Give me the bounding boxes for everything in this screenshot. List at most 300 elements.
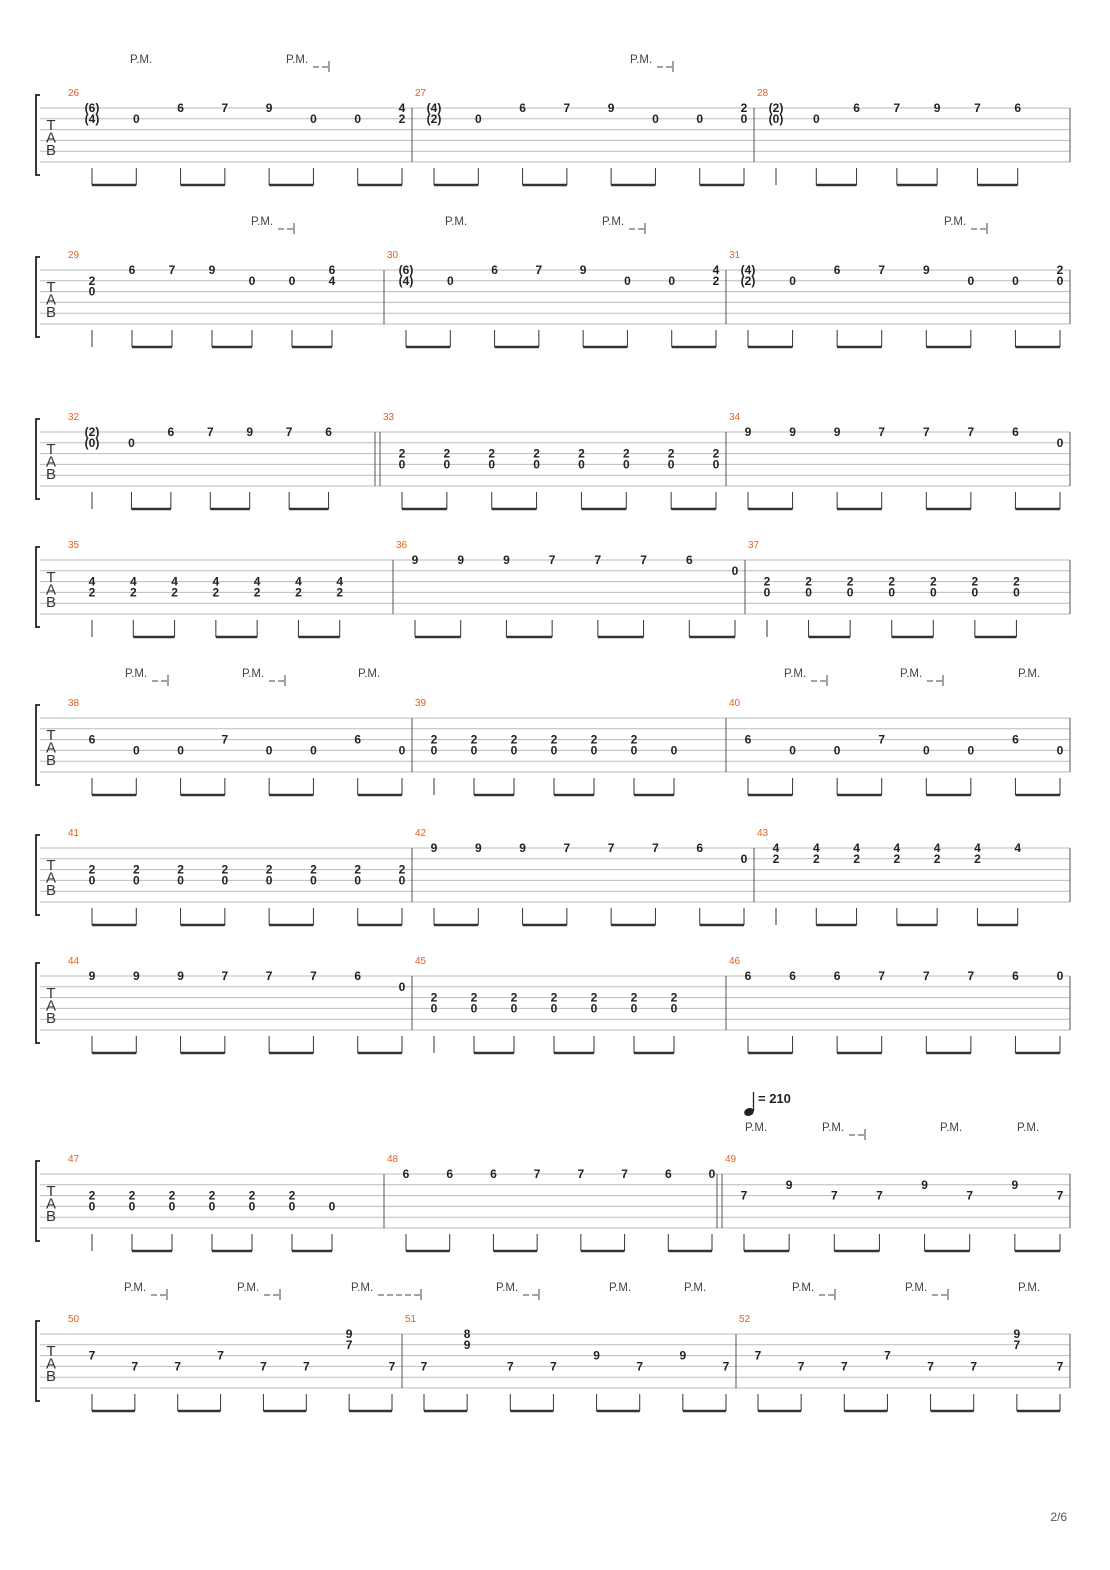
fret-number: 0 [177,743,184,758]
fret-number: 2 [221,862,229,877]
fret-number: 7 [830,1188,838,1203]
fret-number: 6 [664,1167,672,1181]
tab-clef-letter: A [45,291,57,309]
fret-number: 9 [1011,1177,1019,1192]
measure-number: 33 [383,412,395,423]
fret-number: 2 [253,585,261,600]
fret-number: 0 [740,851,748,866]
fret-number: 7 [221,101,229,115]
fret-number: 4 [398,101,406,115]
measure-number: 36 [396,540,408,551]
measure [387,250,720,347]
fret-number: 7 [563,101,571,115]
tab-clef-letter: A [45,869,57,887]
fret-number: 7 [884,1348,891,1363]
fret-number: 7 [550,1359,557,1374]
fret-number: 0 [668,273,676,288]
fret-number: 0 [624,273,631,288]
fret-number: 0 [177,873,184,888]
fret-number: 0 [430,743,438,758]
fret-number: 0 [922,743,930,758]
fret-number: 2 [712,446,720,461]
palm-mute-row [124,1282,1040,1300]
tab-clef-letter: B [45,1208,57,1225]
fret-number: 0 [1012,273,1019,288]
fret-number: 2 [740,101,748,115]
fret-number: 2 [248,1188,256,1203]
fret-number: (2) [426,111,442,126]
fret-number: 0 [888,585,896,600]
palm-mute-label: P.M. [940,1122,963,1134]
palm-mute-label: P.M. [1017,1122,1040,1134]
fret-number: 2 [510,732,518,747]
fret-number: 2 [88,585,96,600]
fret-number: 7 [533,1167,541,1181]
measure-number: 39 [415,698,427,709]
fret-number: 2 [398,446,406,461]
fret-number: 7 [217,1348,224,1363]
fret-number: 6 [128,263,136,277]
fret-number: 7 [420,1359,428,1374]
fret-number: 2 [208,1188,216,1203]
fret-number: 0 [446,273,454,288]
fret-number: 0 [708,1167,716,1181]
measure [739,1314,1064,1411]
fret-number: 4 [88,574,96,589]
fret-number: 6 [167,425,175,439]
fret-number: 0 [740,111,748,126]
fret-number: 7 [221,969,229,983]
fret-number: 7 [174,1359,182,1374]
system-brace [36,835,40,915]
fret-number: 7 [878,969,886,983]
tab-clef-letter: B [45,304,57,321]
fret-number: 2 [88,862,96,877]
fret-number: 0 [248,1199,256,1214]
tab-system [36,1282,1070,1411]
tab-clef-letter: B [45,1010,57,1027]
tab-clef-letter: A [45,997,57,1015]
tab-clef-letter: B [45,752,57,769]
fret-number: 0 [398,457,406,472]
fret-number: 7 [88,1348,96,1363]
fret-number: 0 [578,457,585,472]
palm-mute-label: P.M. [242,668,265,680]
fret-number: 7 [168,263,176,277]
fret-number: 0 [805,585,812,600]
measure [729,250,1064,347]
fret-number: 2 [667,446,675,461]
measure [757,828,1021,925]
fret-number: 2 [893,851,901,866]
palm-mute-label: P.M. [445,216,468,228]
measure-number: 40 [729,698,741,709]
fret-number: 0 [550,743,558,758]
fret-number: 7 [878,732,886,747]
tab-system [36,216,1070,347]
system-brace [36,419,40,499]
fret-number: 2 [550,990,558,1005]
fret-number: 2 [310,862,317,877]
fret-number: 6 [685,553,693,567]
fret-number: 9 [933,101,941,115]
fret-number: 9 [833,425,841,439]
fret-number: 4 [933,841,941,855]
fret-number: 7 [302,1359,310,1374]
tab-system [36,1122,1070,1251]
measure-number: 51 [405,1314,417,1325]
fret-number: (0) [84,435,100,450]
measure-number: 41 [68,828,80,839]
fret-number: 2 [398,862,406,877]
fret-number: 0 [430,1001,438,1016]
measure-number: 44 [68,956,80,967]
palm-mute-label: P.M. [237,1282,260,1294]
fret-number: 4 [336,574,344,589]
system-brace [36,1321,40,1401]
palm-mute-label: P.M. [684,1282,707,1294]
fret-number: 0 [354,873,362,888]
fret-number: 4 [171,574,178,589]
measure [383,412,720,509]
measure [729,956,1064,1053]
fret-number: 6 [1012,732,1019,747]
tempo-marking [743,1091,791,1117]
fret-number: 0 [533,457,540,472]
fret-number: 2 [853,851,860,866]
fret-number: 0 [967,743,975,758]
fret-number: 9 [246,425,254,439]
fret-number: 7 [754,1348,762,1363]
fret-number: 0 [128,435,135,450]
palm-mute-label: P.M. [496,1282,519,1294]
fret-number: 0 [550,1001,558,1016]
fret-number: 6 [491,263,498,277]
fret-number: 2 [712,273,720,288]
system-brace [36,95,40,175]
tab-system [36,412,1070,509]
fret-number: 0 [132,743,140,758]
palm-mute-label: P.M. [944,216,967,228]
fret-number: (2) [84,425,100,439]
fret-number: 0 [221,873,229,888]
tab-clef-letter: T [46,727,56,744]
fret-number: 6 [833,263,841,277]
fret-number: 4 [812,841,820,855]
fret-number: 2 [470,990,478,1005]
fret-number: 2 [578,446,585,461]
fret-number: 9 [345,1327,353,1341]
fret-number: 9 [785,1177,793,1192]
fret-number: 7 [388,1359,396,1374]
fret-number: 7 [974,101,981,115]
fret-number: 0 [789,743,796,758]
tab-clef-letter: T [46,279,56,296]
measure-number: 49 [725,1154,737,1165]
fret-number: 7 [636,1359,644,1374]
fret-number: 7 [927,1359,934,1374]
fret-number: 2 [212,585,220,600]
fret-number: 0 [288,273,296,288]
fret-number: 7 [893,101,901,115]
fret-number: (6) [84,101,100,115]
fret-number: 7 [1013,1337,1021,1352]
fret-number: 6 [744,732,752,747]
fret-number: 7 [548,553,556,567]
fret-number: 6 [744,969,752,983]
measure [729,412,1064,509]
fret-number: 2 [763,574,771,589]
fret-number: 2 [933,851,941,866]
fret-number: 6 [328,263,336,277]
fret-number: 7 [740,1188,748,1203]
fret-number: 0 [833,743,841,758]
fret-number: 0 [132,111,140,126]
measure-number: 31 [729,250,741,261]
tab-clef-letter: T [46,1343,56,1360]
fret-number: 0 [328,1199,336,1214]
fret-number: 6 [519,101,526,115]
fret-number: 0 [470,1001,478,1016]
fret-number: 0 [971,585,979,600]
palm-mute-label: P.M. [905,1282,928,1294]
palm-mute-label: P.M. [784,668,807,680]
fret-number: 7 [967,969,975,983]
fret-number: 0 [398,743,406,758]
measure [757,88,1021,185]
fret-number: 0 [812,111,820,126]
fret-number: 0 [248,273,256,288]
fret-number: 2 [295,585,302,600]
fret-number: 7 [535,263,543,277]
fret-number: 6 [177,101,184,115]
fret-number: 2 [812,851,820,866]
tab-system [36,54,1070,185]
fret-number: 0 [128,1199,136,1214]
fret-number: 2 [265,862,273,877]
tab-clef-letter: T [46,1183,56,1200]
fret-number: (0) [768,111,784,126]
fret-number: 9 [744,425,752,439]
measure [68,88,406,185]
fret-number: 0 [1056,743,1064,758]
fret-number: 7 [594,553,602,567]
fret-number: 2 [929,574,937,589]
tab-clef-letter: A [45,581,57,599]
fret-number: 7 [878,263,886,277]
fret-number: 7 [922,425,930,439]
fret-number: 0 [398,979,406,994]
fret-number: 7 [577,1167,585,1181]
palm-mute-row [130,54,673,72]
fret-number: 0 [712,457,720,472]
measure-number: 35 [68,540,80,551]
measure-number: 46 [729,956,741,967]
fret-number: 7 [345,1337,353,1352]
fret-number: 7 [922,969,930,983]
fret-number: 7 [966,1188,974,1203]
fret-number: 2 [622,446,630,461]
fret-number: 2 [550,732,558,747]
fret-number: 0 [667,457,675,472]
system-brace [36,257,40,337]
fret-number: 0 [208,1199,216,1214]
tab-clef-letter: B [45,882,57,899]
fret-number: 6 [490,1167,497,1181]
fret-number: (2) [740,273,756,288]
fret-number: 2 [443,446,451,461]
fret-number: (6) [398,263,414,277]
measure-number: 42 [415,828,427,839]
fret-number: 2 [1056,263,1064,277]
fret-number: 9 [921,1177,928,1192]
fret-number: 2 [132,862,140,877]
fret-number: 0 [310,111,317,126]
fret-number: 6 [446,1167,454,1181]
fret-number: 0 [652,111,659,126]
palm-mute-row [125,668,1040,686]
fret-number: 9 [411,553,419,567]
fret-number: 9 [519,841,526,855]
system-brace [36,705,40,785]
fret-number: 7 [260,1359,267,1374]
fret-number: (4) [740,263,756,277]
fret-number: (4) [426,101,442,115]
palm-mute-label: P.M. [602,216,625,228]
fret-number: 7 [652,841,659,855]
fret-number: 2 [488,446,496,461]
fret-number: 9 [265,101,273,115]
fret-number: 0 [470,743,478,758]
fret-number: 2 [533,446,540,461]
measure [405,1314,730,1411]
measure-number: 30 [387,250,399,261]
measure-number: 29 [68,250,80,261]
tab-system [36,668,1070,795]
palm-mute-label: P.M. [1018,1282,1041,1294]
fret-number: 0 [510,743,518,758]
fret-number: 0 [1056,969,1064,983]
tab-clef-letter: T [46,857,56,874]
measure [68,698,406,795]
tab-clef-letter: T [46,441,56,458]
measure [415,956,678,1053]
fret-number: 8 [463,1327,471,1341]
fret-number: 2 [888,574,896,589]
palm-mute-row [251,216,987,234]
palm-mute-label: P.M. [609,1282,632,1294]
tab-system [36,828,1070,925]
measure [415,828,748,925]
measure-number: 34 [729,412,741,423]
fret-number: 6 [88,732,96,747]
tab-clef-letter: A [45,739,57,757]
fret-number: 4 [974,841,981,855]
fret-number: 6 [325,425,332,439]
fret-number: (4) [398,273,414,288]
tab-clef-letter: A [45,1355,57,1373]
fret-number: 4 [772,841,780,855]
fret-number: 0 [354,111,362,126]
fret-number: 2 [88,1188,96,1203]
fret-number: 2 [430,990,438,1005]
fret-number: 7 [878,425,886,439]
fret-number: 6 [696,841,704,855]
palm-mute-label: P.M. [130,54,153,66]
fret-number: 9 [679,1348,687,1363]
fret-number: 9 [503,553,510,567]
fret-number: 2 [398,111,406,126]
fret-number: 0 [488,457,496,472]
measure [396,540,739,637]
measure [748,540,1020,637]
fret-number: 9 [607,101,615,115]
fret-number: 2 [590,732,598,747]
measure-number: 50 [68,1314,80,1325]
fret-number: 0 [670,1001,678,1016]
fret-number: 2 [974,851,981,866]
fret-number: (2) [768,101,784,115]
measure-number: 32 [68,412,80,423]
fret-number: 0 [630,743,638,758]
measure-number: 45 [415,956,427,967]
fret-number: 9 [132,969,140,983]
fret-number: 2 [430,732,438,747]
fret-number: 0 [967,273,975,288]
fret-number: 0 [929,585,937,600]
fret-number: 0 [310,873,317,888]
page-number: 2/6 [1050,1510,1067,1524]
fret-number: 7 [1056,1188,1064,1203]
fret-number: 0 [310,743,317,758]
fret-number: 9 [177,969,184,983]
tab-clef-letter: T [46,117,56,134]
fret-number: 2 [590,990,598,1005]
measure [729,698,1064,795]
fret-number: 4 [1014,841,1022,855]
fret-number: 7 [265,969,273,983]
fret-number: 6 [789,969,796,983]
fret-number: 0 [168,1199,176,1214]
fret-number: 7 [876,1188,883,1203]
fret-number: 0 [590,743,598,758]
fret-number: 0 [1056,435,1064,450]
fret-number: 2 [354,862,362,877]
fret-number: 0 [1056,273,1064,288]
tab-clef-letter: A [45,1195,57,1213]
fret-number: 0 [265,873,273,888]
fret-number: 0 [1013,585,1020,600]
tab-clef-letter: A [45,129,57,147]
fret-number: 7 [621,1167,628,1181]
fret-number: 2 [1013,574,1020,589]
measure [725,1154,1064,1251]
fret-number: 2 [129,585,137,600]
fret-number: 7 [840,1359,848,1374]
fret-number: 2 [288,1188,296,1203]
palm-mute-label: P.M. [351,1282,374,1294]
tab-clef-letter: B [45,594,57,611]
fret-number: 9 [1013,1327,1021,1341]
palm-mute-label: P.M. [792,1282,815,1294]
palm-mute-label: P.M. [822,1122,845,1134]
fret-number: 0 [789,273,796,288]
fret-number: 7 [206,425,214,439]
fret-number: 9 [922,263,930,277]
fret-number: 4 [212,574,220,589]
fret-number: 0 [265,743,273,758]
fret-number: 7 [797,1359,805,1374]
